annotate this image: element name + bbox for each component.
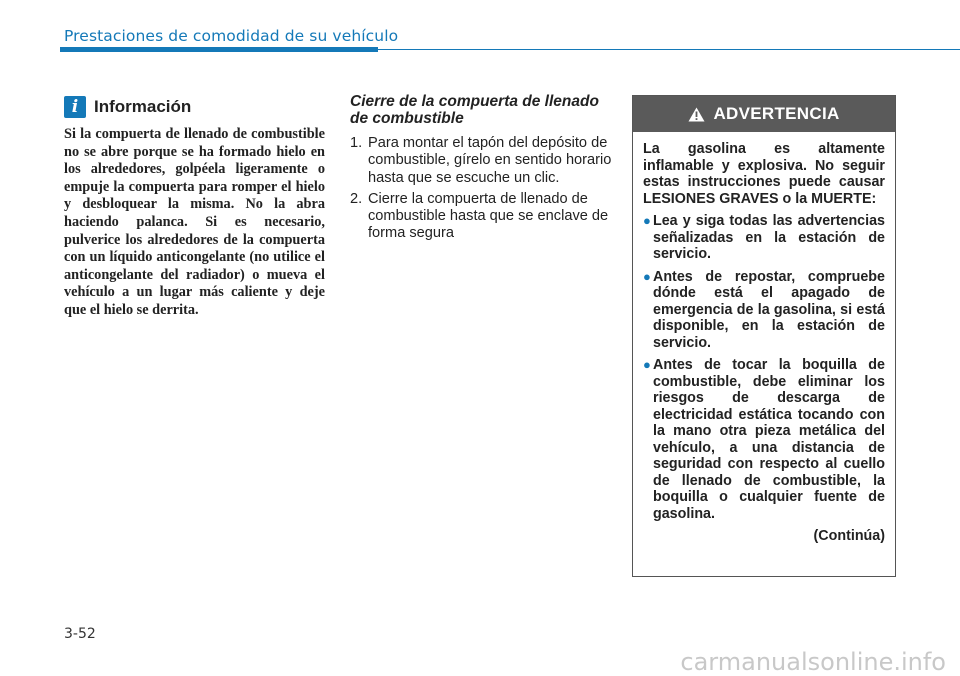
header-rule	[60, 47, 378, 52]
warning-item	[643, 269, 885, 352]
warning-intro: La gasolina es altamente inflamable y explosiva. No seguir estas instrucciones puede causar LESIONES GRAVES o la MUERTE:	[643, 141, 885, 207]
continued-label: (Continúa)	[813, 528, 885, 544]
warning-item	[643, 213, 885, 263]
step-text: Para montar el tapón del depósito de combustible, gírelo en sentido horario hasta que se escuche un clic.	[368, 135, 612, 186]
step-number: 2.	[350, 190, 363, 207]
warning-header	[633, 96, 895, 132]
warning-item-text: Antes de repostar, compruebe dónde está el apagado de emergencia de la gasolina, si está disponible, en la estación de servicio.	[653, 268, 885, 351]
bullet-icon: ●	[643, 268, 651, 284]
info-icon: i	[64, 96, 86, 118]
section-title: Cierre de la compuerta de llenado de combustible	[350, 93, 599, 127]
step-item	[350, 135, 612, 187]
warning-list	[643, 213, 885, 522]
warning-body	[633, 132, 895, 545]
step-item	[350, 191, 612, 243]
warning-item-text: Antes de tocar la boquilla de combustible, debe eliminar los riesgos de descarga de electricidad estática tocando con la mano otra pieza metálica del vehículo, a una distancia de seguridad con respecto al cuello de llenado de combustible, la boquilla o cualquier fuente de gasolina.	[653, 357, 885, 522]
warning-box	[632, 95, 896, 577]
step-number: 1.	[350, 135, 363, 151]
warning-item	[643, 357, 885, 522]
watermark: carmanualsonline.info	[680, 648, 946, 676]
warning-triangle-icon	[688, 107, 705, 122]
info-body-text: Si la compuerta de llenado de combustible no se abre porque se ha formado hielo en los alrededores, golpéela ligeramente o empuje la compuerta para romper el hielo y desbloquear la misma. No la abra haciendo palanca. Si es necesario, pulverice los alrededores de la compuerta con un líquido anticongelante (no utilice el anticongelante del radiador) o mueva el vehículo a un lugar más caliente y deje que el hielo se derrita.	[64, 126, 325, 318]
chapter-title: Prestaciones de comodidad de su vehículo	[64, 27, 399, 45]
bullet-icon: ●	[643, 357, 651, 372]
header-rule-thin	[378, 49, 960, 50]
info-title: Información	[94, 97, 192, 116]
info-heading	[64, 96, 191, 118]
step-text: Cierre la compuerta de llenado de combustible hasta que se enclave de forma segura	[368, 190, 609, 242]
warning-item-text: Lea y siga todas las advertencias señalizadas en la estación de servicio.	[653, 213, 885, 262]
bullet-icon: ●	[643, 213, 651, 228]
steps-list	[350, 135, 612, 247]
warning-title: ADVERTENCIA	[713, 104, 840, 123]
page-number: 3-52	[64, 626, 96, 642]
